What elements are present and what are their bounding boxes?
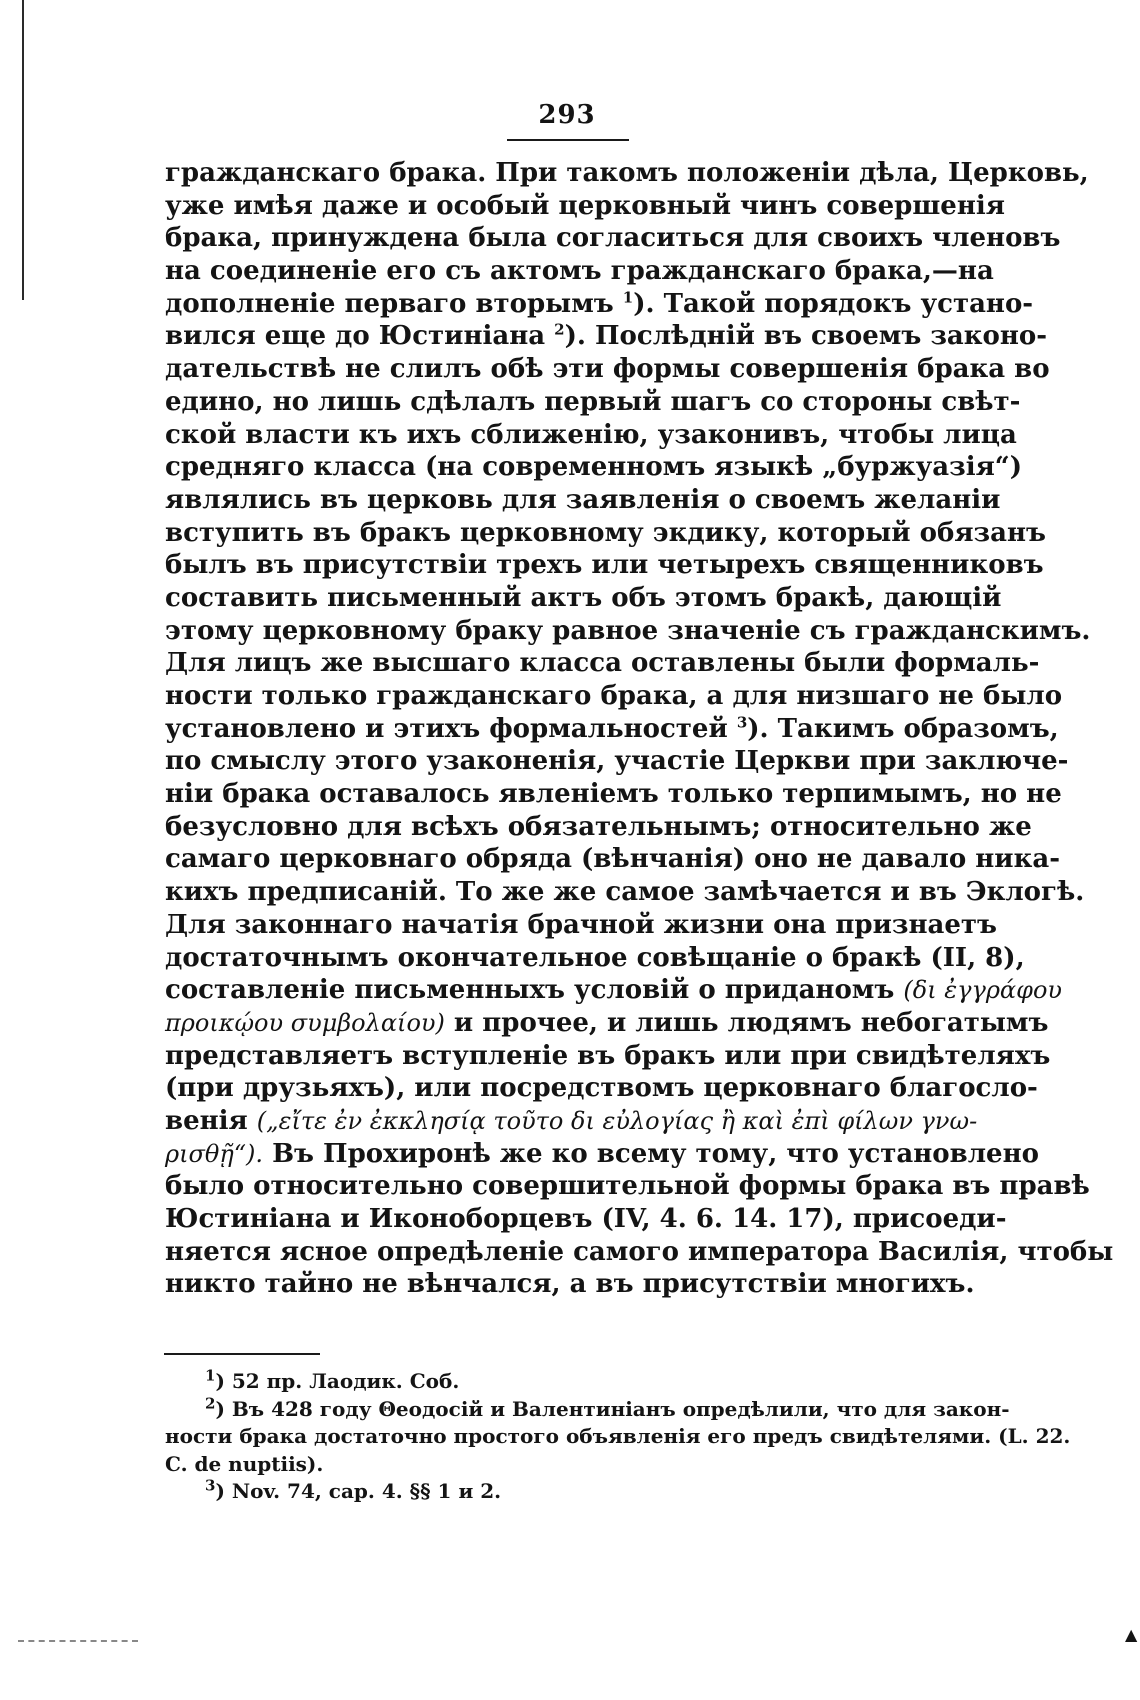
text-line: достаточнымъ окончательное совѣщанiе о бракѣ (II, 8), — [165, 942, 1025, 973]
text-line: брака, принуждена была согласиться для своихъ членовъ — [165, 223, 1061, 254]
text-line: венiя („εἴτε ἐν ἐκκλησίᾳ τοῦτο δι εὐλογίας ἢ καὶ ἐπὶ φίλων γνω- — [165, 1105, 978, 1136]
text-line: нiи брака оставалось явленiемъ только терпимымъ, но не — [165, 779, 1062, 810]
footnote-3: $^3$) Nov. 74, cap. 4. §§ 1 и 2. — [205, 1476, 502, 1503]
text-line: вился еще до Юстинiана $^2$). Послѣднiй въ своемъ законо- — [165, 320, 1048, 352]
greek-quote: ρισθῇ“). — [165, 1139, 263, 1168]
text-line: гражданскаго брака. При такомъ положенiи дѣла, Церковь, — [165, 158, 1089, 188]
text-line: ρισθῇ“). Въ Прохиронѣ же ко всему тому, что установлено — [165, 1138, 1039, 1169]
text-line: этому церковному браку равное значенiе съ гражданскимъ. — [165, 615, 1091, 646]
text-line: на соединенiе его съ актомъ гражданскаго брака,—на — [165, 256, 994, 287]
footnote-2: $^2$) Въ 428 году Θеодосiй и Валентинiанъ опредѣлили, что для закон- — [205, 1393, 1010, 1421]
text-line: кихъ предписанiй. То же же самое замѣчается и въ Эклогѣ. — [165, 877, 1085, 908]
page-number: 293 — [538, 100, 596, 130]
text-line: дательствѣ не слилъ обѣ эти формы совершенiя брака во — [165, 354, 1050, 385]
footnote-ref: 1 — [622, 288, 634, 307]
scan-edge-line — [22, 0, 24, 300]
text-line: составить письменный актъ объ этомъ бракѣ, дающiй — [165, 582, 1002, 613]
text-line: было относительно совершительной формы брака въ правѣ — [165, 1171, 1090, 1202]
text-line: безусловно для всѣхъ обязательнымъ; относительно же — [165, 811, 1032, 842]
body-text — [165, 157, 1114, 1301]
footnote-1: $^1$) 52 пр. Лаодик. Соб. — [205, 1366, 460, 1393]
text-line: никто тайно не вѣнчался, а въ присутствiи многихъ. — [165, 1269, 975, 1300]
page-number-rule — [507, 139, 629, 141]
footnote-2-continued: ности брака достаточно простого объявленiя его предъ свидѣтелями. (L. 22. — [165, 1424, 1071, 1448]
footnote-rule — [164, 1353, 320, 1355]
text-line: едино, но лишь сдѣлалъ первый шагъ со стороны свѣт- — [165, 386, 1021, 417]
text-line: (при друзьяхъ), или посредствомъ церковнаго благосло- — [165, 1073, 1038, 1104]
text-line: былъ въ присутствiи трехъ или четырехъ священниковъ — [165, 550, 1044, 581]
footnote-mark: 1 — [205, 1366, 216, 1385]
greek-quote: (δι ἐγγράφου — [903, 976, 1062, 1005]
text-line: Юстинiана и Иконоборцевъ (IV, 4. 6. 14. 17), присоеди- — [165, 1204, 1007, 1234]
footnote-mark: 3 — [205, 1476, 216, 1495]
footnote-ref: 2 — [554, 320, 565, 339]
scan-bottom-mark — [18, 1640, 138, 1642]
text-line: няется ясное опредѣленiе самого императора Василiя, чтобы — [165, 1236, 1114, 1267]
text-line: вступить въ бракъ церковному экдику, который обязанъ — [165, 517, 1046, 548]
text-line: Для лицъ же высшаго класса оставлены были формаль- — [165, 648, 1040, 679]
text-line: дополненiе перваго вторымъ $^1$). Такой порядокъ устано- — [165, 288, 1034, 319]
text-line: ской власти къ ихъ сближенiю, узаконивъ, чтобы лица — [165, 419, 1017, 450]
text-line: προικῴου συμβολαίου) и прочее, и лишь людямъ небогатымъ — [165, 1007, 1049, 1038]
footnotes — [165, 1366, 1071, 1506]
text-line: являлись въ церковь для заявленiя о своемъ желанiи — [165, 484, 1001, 515]
text-line: средняго класса (на современномъ языкѣ „буржуазiя“) — [165, 452, 1023, 483]
footnote-2-continued: C. de nuptiis). — [165, 1451, 324, 1476]
text-line: самаго церковнаго обряда (вѣнчанiя) оно не давало ника- — [165, 844, 1061, 875]
footnote-mark: 2 — [205, 1393, 216, 1412]
text-line: составленiе письменныхъ условiй о приданомъ (δι ἐγγράφου — [165, 975, 1062, 1006]
greek-quote: προικῴου συμβολαίου) — [165, 1008, 445, 1037]
text-line: ности только гражданскаго брака, а для низшаго не было — [165, 681, 1063, 711]
footnote-ref: 3 — [736, 713, 748, 732]
text-line: по смыслу этого узаконенiя, участiе Церкви при заключе- — [165, 746, 1069, 777]
text-line: Для законнаго начатiя брачной жизни она признаетъ — [165, 909, 997, 940]
text-line: уже имѣя даже и особый церковный чинъ совершенiя — [165, 190, 1005, 221]
text-line: установлено и этихъ формальностей $^3$). Такимъ образомъ, — [165, 713, 1059, 744]
corner-mark: ▲ — [1125, 1625, 1138, 1644]
text-line: представляетъ вступленiе въ бракъ или при свидѣтеляхъ — [165, 1040, 1051, 1071]
greek-quote: („εἴτε ἐν ἐκκλησίᾳ τοῦτο δι εὐλογίας ἢ καὶ ἐπὶ φίλων γνω- — [256, 1106, 978, 1135]
